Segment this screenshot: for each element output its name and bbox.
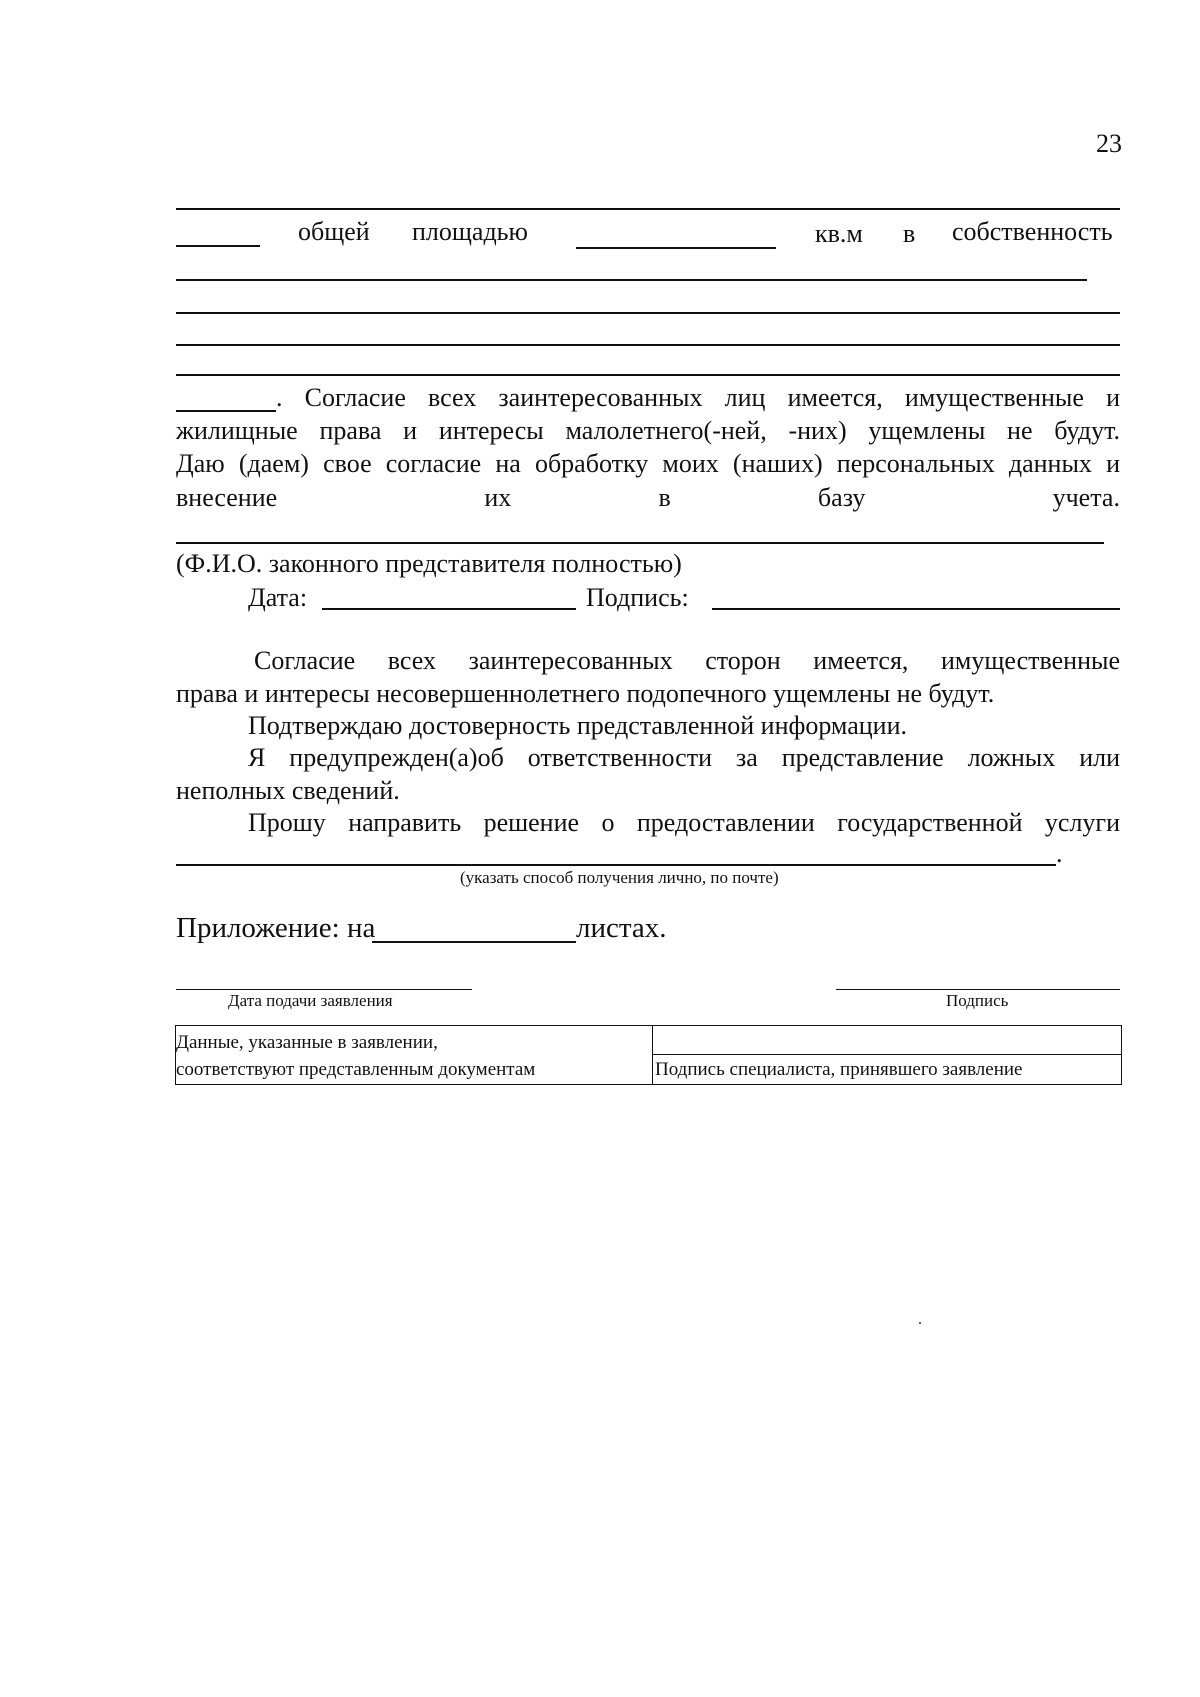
blank-line-short (176, 245, 260, 247)
representative-name-line[interactable] (176, 542, 1104, 544)
blank-line-consent-start[interactable] (176, 410, 276, 412)
blank-line-3[interactable] (176, 344, 1120, 346)
verification-left-line-1: Данные, указанные в заявлении, (176, 1032, 438, 1053)
attachment-sheets-line[interactable] (372, 941, 576, 943)
signature-label: Подпись: (586, 583, 689, 612)
consent-line-2: жилищные права и интересы малолетнего(-ней, -них) ущемлены не будут. (176, 416, 1120, 445)
label-total: общей (298, 217, 370, 246)
word-vnesenie: внесение (176, 483, 278, 512)
statement-1-line-2: права и интересы несовершеннолетнего подопечного ущемлены не будут. (176, 679, 995, 708)
statement-4 (248, 807, 1120, 839)
delivery-method-line[interactable] (176, 864, 1056, 866)
verification-table (175, 1025, 1122, 1085)
submission-date-line[interactable] (176, 989, 472, 990)
consent-line-1 (276, 382, 1120, 414)
verification-left-line-2: соответствуют представленным документам (176, 1059, 536, 1080)
blank-line-2[interactable] (176, 312, 1120, 314)
word-ih: их (484, 483, 512, 512)
word-bazu: базу (817, 483, 866, 512)
consent-line-4 (176, 482, 1120, 514)
blank-line-top (176, 208, 1120, 210)
submission-date-label: Дата подачи заявления (228, 991, 393, 1010)
date-input-line[interactable] (322, 608, 576, 610)
statement-3-line-2: неполных сведений. (176, 776, 400, 805)
representative-caption: (Ф.И.О. законного представителя полностью) (176, 549, 682, 578)
blank-line-4[interactable] (176, 374, 1120, 376)
word-ucheta: учета. (1052, 483, 1120, 512)
statement-1-line-1-text: Согласие всех заинтересованных сторон имеется, имущественные (254, 646, 1120, 675)
verification-left-cell (176, 1026, 652, 1084)
label-area: площадью (412, 217, 528, 246)
statement-3-line-1-text: Я предупрежден(а)об ответственности за представление ложных или (248, 743, 1120, 772)
label-prep: в (903, 219, 916, 248)
word-v: в (658, 483, 671, 512)
verification-right-divider (653, 1054, 1121, 1055)
consent-line-1-text: . Согласие всех заинтересованных лиц имеется, имущественные и (276, 383, 1120, 412)
attachment-suffix: листах. (576, 912, 667, 944)
label-ownership: собственность (952, 217, 1113, 246)
stray-dot (919, 1322, 921, 1324)
date-label: Дата: (248, 583, 308, 612)
consent-line-3: Даю (даем) свое согласие на обработку моих (наших) персональных данных и (176, 449, 1120, 478)
delivery-hint: (указать способ получения лично, по почте) (460, 868, 779, 887)
statement-1-line-1 (254, 645, 1120, 677)
blank-line-1[interactable] (176, 279, 1087, 281)
statement-2: Подтверждаю достоверность представленной информации. (248, 711, 907, 740)
signature-input-line[interactable] (712, 608, 1120, 610)
verification-right-cell[interactable] (652, 1026, 1121, 1084)
delivery-method-period: . (1056, 839, 1063, 868)
statement-4-text: Прошу направить решение о предоставлении государственной услуги (248, 808, 1120, 837)
footer-signature-line[interactable] (836, 989, 1120, 990)
label-unit: кв.м (815, 219, 863, 248)
area-input-line[interactable] (576, 247, 776, 249)
page-number: 23 (1096, 129, 1122, 158)
footer-signature-label: Подпись (946, 991, 1009, 1010)
attachment-prefix: Приложение: на (176, 912, 376, 944)
statement-3-line-1 (248, 742, 1120, 774)
verification-right-label: Подпись специалиста, принявшего заявление (655, 1059, 1023, 1080)
